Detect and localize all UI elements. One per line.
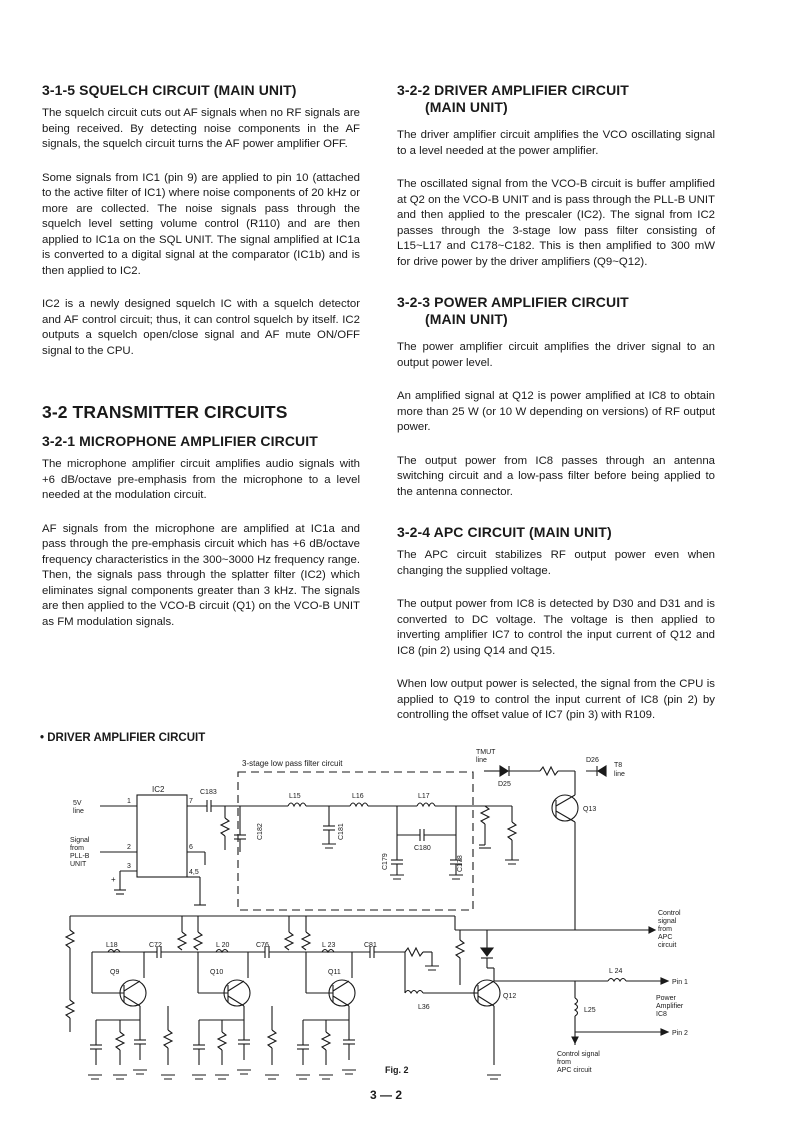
l17-label: L17: [418, 793, 430, 800]
c179-label: C179: [382, 853, 389, 870]
pin-label: 7: [189, 798, 193, 805]
para: IC2 is a newly designed squelch IC with a squelch detector and AF control circuit; thus, it can control squelch by itself. IC2 outputs a squelch open/close signal and AF mute ON/OFF signal to the CPU.: [42, 298, 360, 357]
q13-label: Q13: [583, 806, 597, 813]
figure-number: Fig. 2: [385, 1065, 409, 1075]
d26-label: D26: [586, 757, 599, 764]
l36-label: L36: [418, 1004, 430, 1011]
heading-3-2: 3-2 TRANSMITTER CIRCUITS: [42, 402, 288, 422]
c183-label: C183: [200, 789, 217, 796]
label: 5V: [73, 800, 82, 807]
label: circuit: [658, 942, 677, 949]
para: Some signals from IC1 (pin 9) are applied to pin 10 (attached to the active filter of IC1) where noise components of 20 kHz or more are collected. The noise signals pass through the squelch level setting volume control (R110) and are then applied to IC1a on the SQL UNIT. The signal amplified at IC1a is converted to a digital signal at the comparator (IC1b) and is then applied to IC2.: [42, 171, 360, 277]
q9-label: Q9: [110, 969, 120, 976]
label: from: [70, 845, 84, 852]
para: The power amplifier circuit amplifies the driver signal to an output power level.: [397, 341, 715, 369]
page-number: 3 — 2: [370, 1088, 403, 1102]
pin-label: 2: [127, 844, 131, 851]
l15-label: L15: [289, 793, 301, 800]
l23-label: L 23: [322, 942, 336, 949]
l25-label: L25: [584, 1007, 596, 1014]
figure-caption: • DRIVER AMPLIFIER CIRCUIT: [40, 732, 206, 744]
ic2-box: [137, 795, 187, 877]
label: Control: [658, 910, 681, 917]
c182-label: C182: [257, 823, 264, 840]
q10-transistor: [198, 952, 250, 1006]
para: An amplified signal at Q12 is power amplified at IC8 to obtain more than 25 W (or 10 W depending on versions) of RF output power.: [397, 390, 715, 433]
q10-label: Q10: [210, 969, 224, 976]
heading-3-1-5: 3-1-5 SQUELCH CIRCUIT (MAIN UNIT): [42, 82, 297, 98]
pin-label: 6: [189, 844, 193, 851]
heading-3-2-3: 3-2-3 POWER AMPLIFIER CIRCUIT (MAIN UNIT): [397, 294, 629, 327]
q11-transistor: [306, 952, 355, 1006]
label: Power: [656, 995, 676, 1002]
label: UNIT: [70, 861, 87, 868]
label: APC: [658, 934, 673, 941]
label: signal: [658, 918, 677, 925]
q11-label: Q11: [328, 969, 341, 976]
pin-label: 1: [127, 798, 131, 805]
d25-label: D25: [498, 781, 511, 788]
para: The oscillated signal from the VCO-B circuit is buffer amplified at Q2 on the VCO-B UNIT and is pass through the PLL-B UNIT and then applied to the prescaler (IC2). The signal from IC2 passes through the 3-stage low pass filter consisting of L15~L17 and C178~C182. This is then amplified to 300 mW for drive power by the driver amplifiers (Q9~Q12).: [397, 178, 715, 268]
para: The output power from IC8 passes through an antenna switching circuit and a low-pass filter before being applied to the antenna connector.: [397, 454, 715, 498]
para: The squelch circuit cuts out AF signals when no RF signals are being received. By detecting noise components in the AF signals, the squelch circuit turns the AF power amplifier OFF.: [42, 107, 360, 150]
c72-label: C72: [149, 942, 162, 949]
l18-label: L18: [106, 942, 118, 949]
label: PLL-B: [70, 853, 90, 860]
right-column: [397, 82, 715, 742]
l16-label: L16: [352, 793, 364, 800]
label: T8: [614, 762, 623, 769]
label: TMUT: [476, 749, 496, 756]
para: The driver amplifier circuit amplifies the VCO oscillating signal to a level needed at the power amplifier.: [397, 129, 715, 157]
pin2-label: Pin 2: [672, 1030, 688, 1037]
pin-label: 4,5: [189, 869, 199, 876]
label: line: [476, 757, 487, 764]
label: from: [658, 926, 672, 933]
plus-label: +: [111, 875, 116, 884]
c81-label: C81: [364, 942, 377, 949]
heading-3-2-2: 3-2-2 DRIVER AMPLIFIER CIRCUIT (MAIN UNIT): [397, 82, 629, 115]
c76-label: C76: [256, 942, 269, 949]
q12-label: Q12: [503, 993, 517, 1000]
para: The APC circuit stabilizes RF output power even when changing the supplied voltage.: [397, 549, 715, 577]
q9-transistor: [92, 952, 146, 1006]
pin-label: 3: [127, 863, 131, 870]
filter-label: 3-stage low pass filter circuit: [242, 759, 343, 768]
c178-label: C178: [457, 855, 464, 872]
ic2-label: IC2: [152, 785, 165, 794]
l24-label: L 24: [609, 968, 623, 975]
q12-transistor: [470, 968, 500, 1006]
c181-label: C181: [338, 823, 345, 840]
para: The output power from IC8 is detected by D30 and D31 and is converted to DC voltage. The voltage is then applied to inverting amplifier IC7 to control the input current of Q12 and IC8 (pin 2) using Q14 and Q15.: [397, 598, 715, 657]
label: APC circuit: [557, 1067, 592, 1074]
label: Control signal: [557, 1051, 600, 1058]
para: AF signals from the microphone are amplified at IC1a and pass through the pre-emphasis circuit which has +6 dB/octave frequency characteristics in the 300~3000 Hz frequency range. Then, the signals pass through the splatter filter (IC2) which eliminates signal components greater than 3 kHz. The signals are then applied to the VCO-B circuit (Q1) on the VCO-B UNIT as FM modulation signals.: [42, 522, 360, 628]
para: When low output power is selected, the signal from the CPU is applied to Q19 to control the input current of IC8 (pin 2) by controlling the offset value of IC7 (pin 3) with R109.: [397, 678, 715, 721]
l20-label: L 20: [216, 942, 230, 949]
label: from: [557, 1059, 571, 1066]
label: IC8: [656, 1011, 667, 1018]
label: Signal: [70, 837, 90, 844]
heading-3-2-4: 3-2-4 APC CIRCUIT (MAIN UNIT): [397, 524, 612, 540]
label: Amplifier: [656, 1003, 684, 1010]
c180-label: C180: [414, 845, 431, 852]
pin1-label: Pin 1: [672, 979, 688, 986]
label: line: [614, 771, 625, 778]
label: line: [73, 808, 84, 815]
heading-3-2-1: 3-2-1 MICROPHONE AMPLIFIER CIRCUIT: [42, 433, 318, 449]
driver-amplifier-schematic: [0, 740, 799, 1085]
para: The microphone amplifier circuit amplifies audio signals with +6 dB/octave pre-emphasis from the microphone to a level needed at the modulation circuit.: [42, 458, 360, 501]
left-column: [42, 82, 360, 648]
